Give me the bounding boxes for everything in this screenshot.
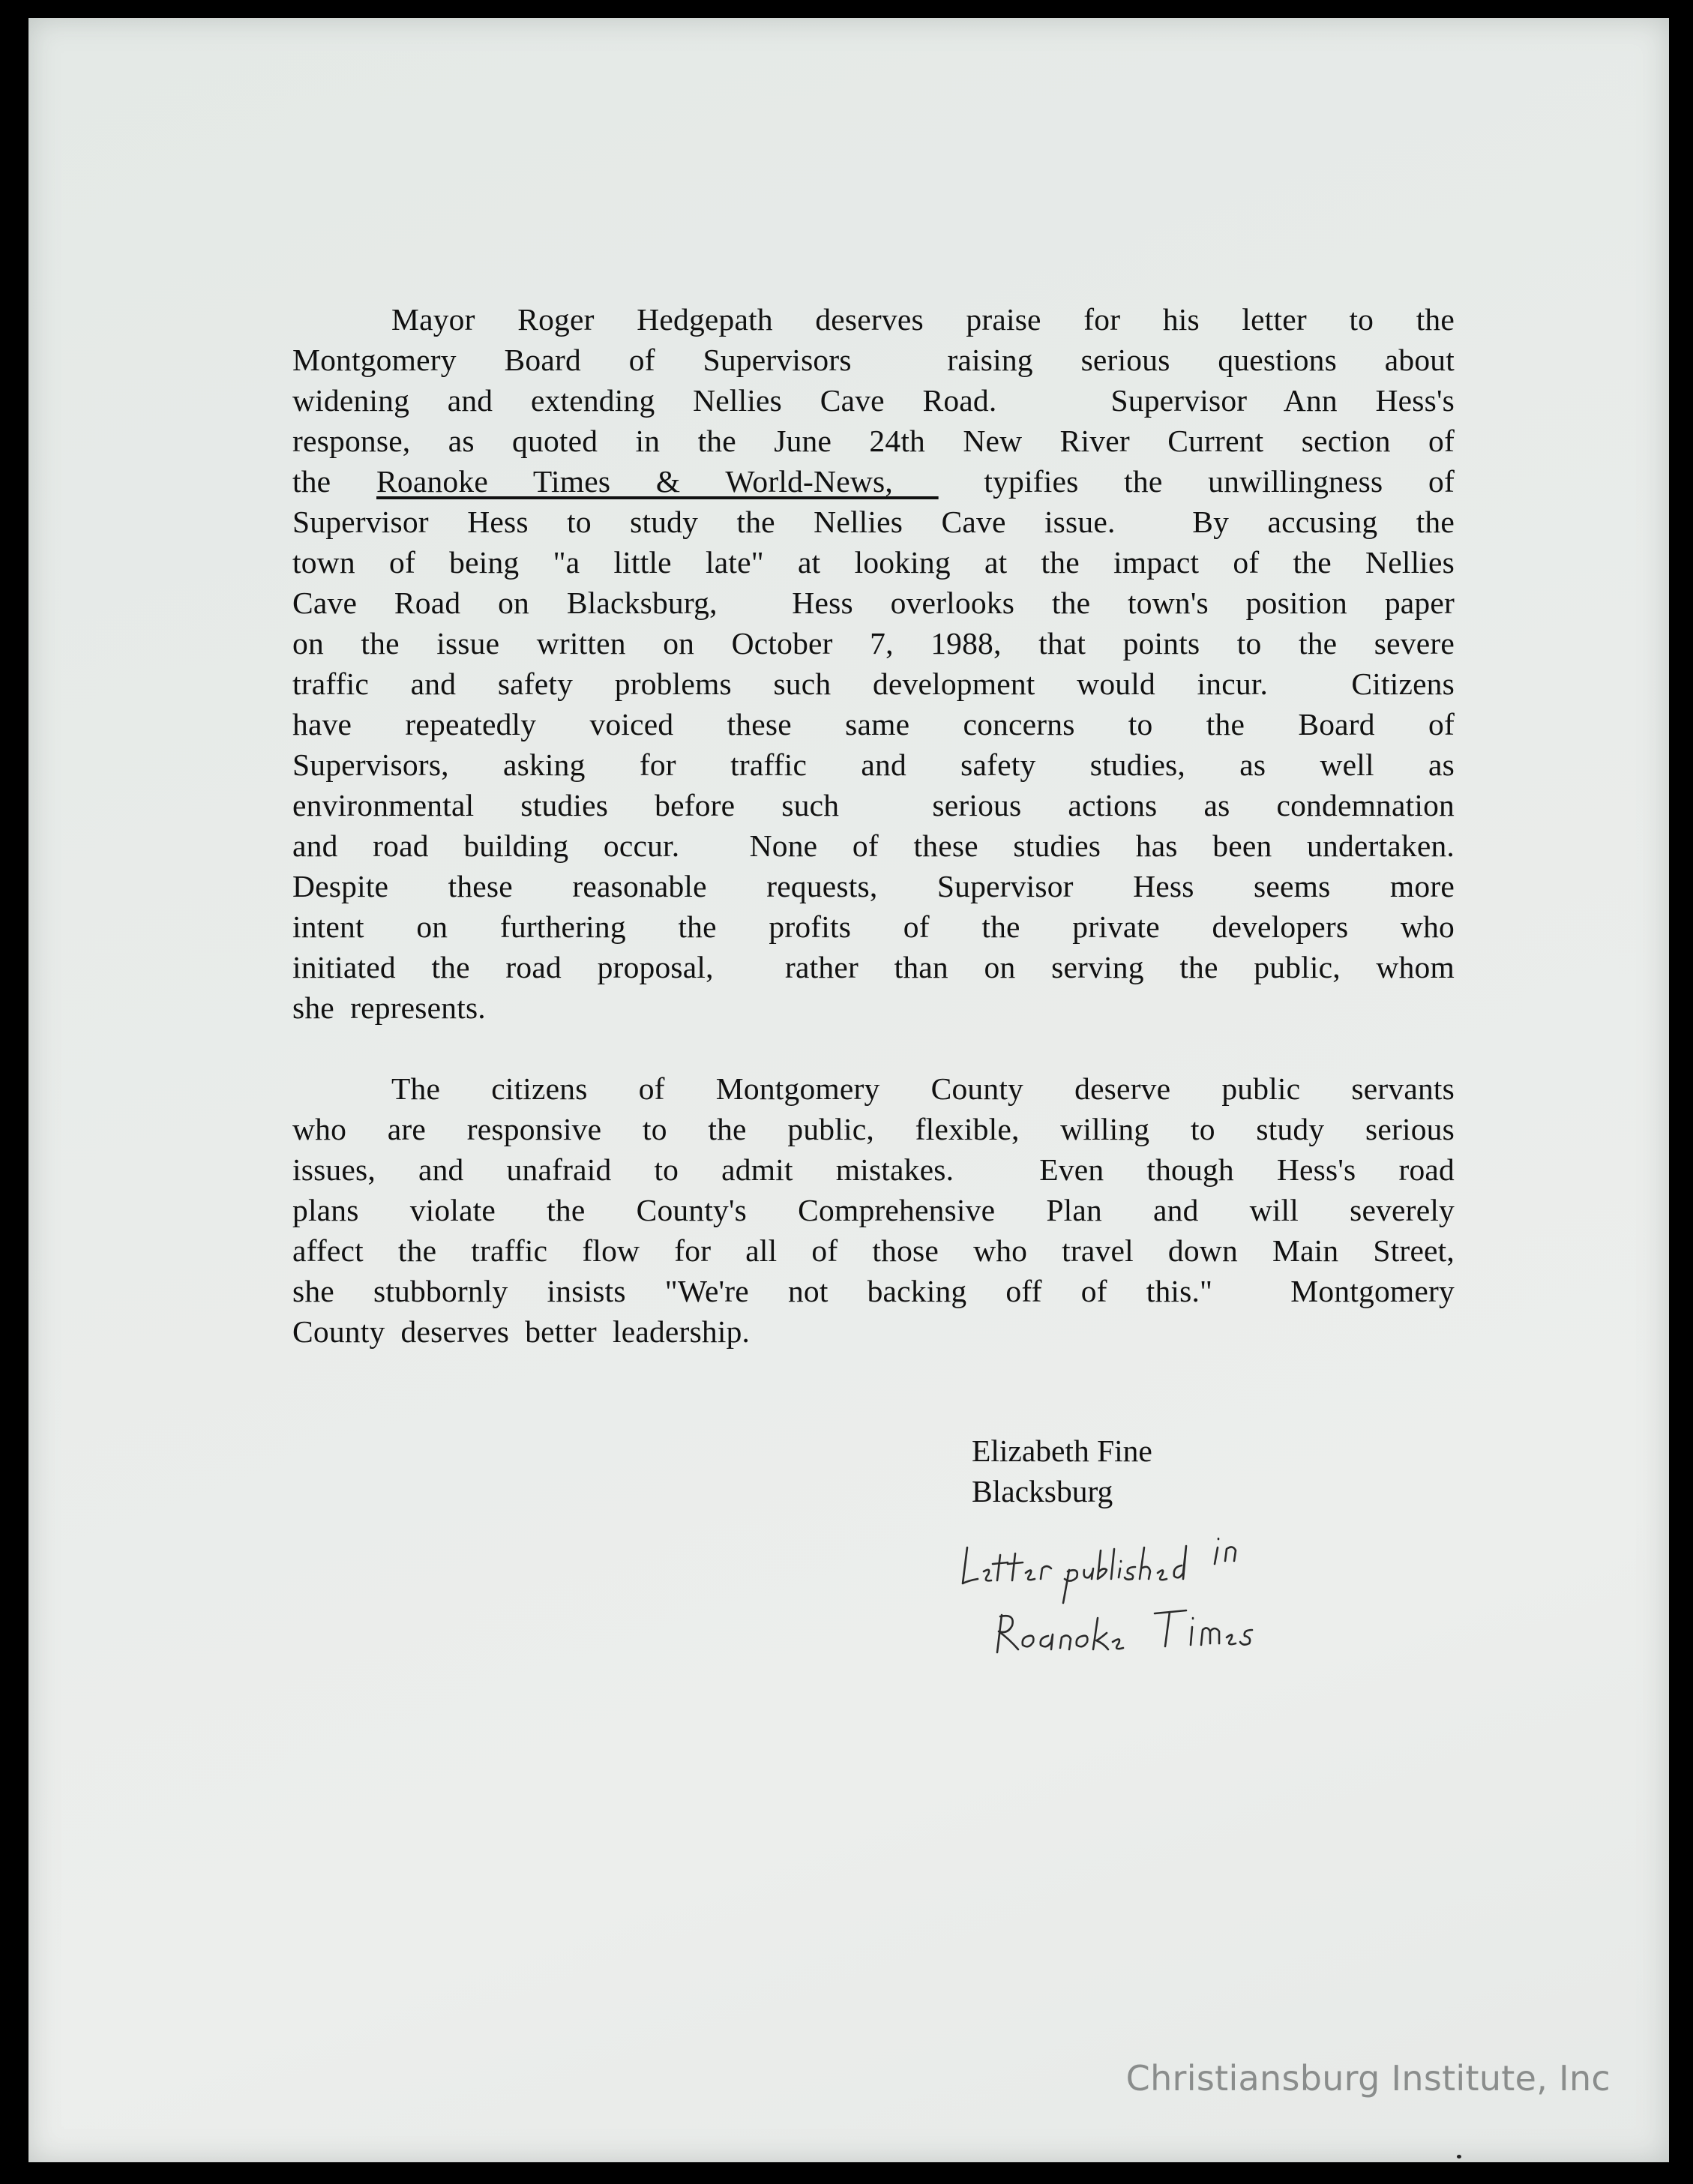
author-name: Elizabeth Fine [972, 1434, 1152, 1468]
archive-watermark: Christiansburg Institute, Inc [1125, 2058, 1611, 2099]
handwritten-note [958, 1525, 1378, 1675]
document-page [28, 18, 1669, 2162]
paragraph-gap [292, 1028, 1455, 1068]
paragraph-2 [292, 1068, 1455, 1352]
paragraph-line: Despite these reasonable requests, Supervisor Hess seems more [292, 869, 1455, 903]
paragraph-line: she stubbornly insists "We're not backing off of this." Montgomery [292, 1274, 1455, 1308]
paragraph-line: environmental studies before such serious actions as condemnation [292, 788, 1455, 822]
paragraph-line: Montgomery Board of Supervisors raising serious questions about [292, 343, 1455, 377]
letter-body [292, 299, 1455, 1352]
paragraph-line: on the issue written on October 7, 1988, that points to the severe [292, 626, 1455, 661]
paragraph-line: plans violate the County's Comprehensive Plan and will severely [292, 1193, 1455, 1227]
newspaper-title: Roanoke Times & World-News, [376, 464, 939, 499]
paragraph-line: affect the traffic flow for all of those who travel down Main Street, [292, 1233, 1455, 1268]
paragraph-line: Mayor Roger Hedgepath deserves praise for his letter to the [391, 302, 1455, 337]
paragraph-line: have repeatedly voiced these same concerns to the Board of [292, 707, 1455, 741]
paragraph-1 [292, 299, 1455, 1028]
paragraph-line: she represents. [292, 990, 486, 1025]
line-suffix: typifies the unwillingness of [984, 464, 1455, 499]
signature-block [972, 1431, 1152, 1511]
paragraph-line: Cave Road on Blacksburg, Hess overlooks the town's position paper [292, 586, 1455, 620]
paragraph-line: County deserves better leadership. [292, 1314, 751, 1349]
line-prefix: the [292, 464, 377, 499]
paragraph-line: who are responsive to the public, flexible, willing to study serious [292, 1112, 1455, 1146]
paragraph-line: intent on furthering the profits of the private developers who [292, 909, 1455, 944]
paragraph-line: issues, and unafraid to admit mistakes. Even though Hess's road [292, 1152, 1455, 1187]
paragraph-line: town of being "a little late" at looking at the impact of the Nellies [292, 545, 1455, 580]
paragraph-line: The citizens of Montgomery County deserve public servants [391, 1071, 1455, 1106]
paragraph-line: and road building occur. None of these studies has been undertaken. [292, 828, 1455, 863]
paragraph-line: widening and extending Nellies Cave Road. Supervisor Ann Hess's [292, 383, 1455, 418]
author-location: Blacksburg [972, 1474, 1113, 1508]
paragraph-line: initiated the road proposal, rather than on serving the public, whom [292, 950, 1455, 984]
paragraph-line: response, as quoted in the June 24th New River Current section of [292, 424, 1455, 458]
paragraph-line: Supervisor Hess to study the Nellies Cave issue. By accusing the [292, 505, 1455, 539]
paragraph-line: traffic and safety problems such development would incur. Citizens [292, 667, 1455, 701]
handwritten-note-drawing [958, 1525, 1378, 1675]
paper-speck [1457, 2155, 1461, 2159]
paragraph-line: Supervisors, asking for traffic and safety studies, as well as [292, 747, 1455, 782]
paragraph-line-with-newspaper [292, 461, 1455, 502]
